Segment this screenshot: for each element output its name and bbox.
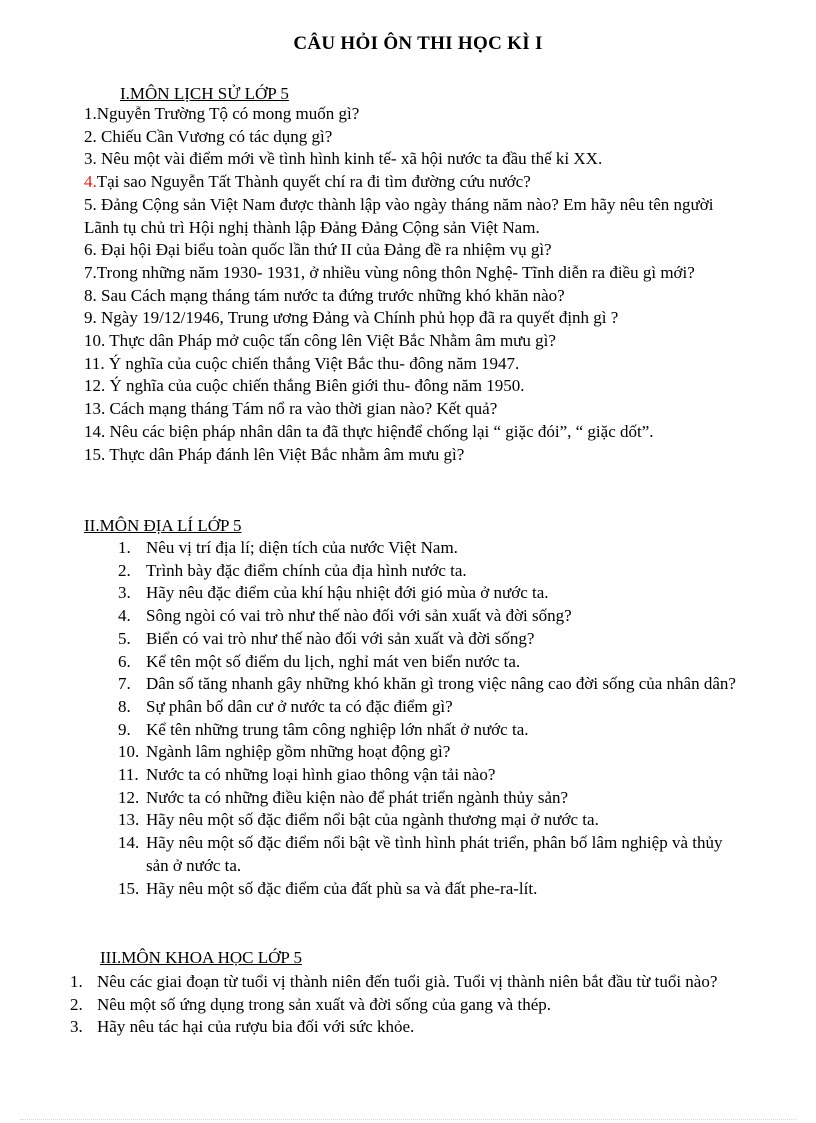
- item-number: 2.: [118, 560, 131, 580]
- item-number: 5.: [84, 194, 101, 214]
- list-item: [84, 444, 744, 467]
- item-number: 3.: [118, 583, 131, 603]
- item-text: Sông ngòi có vai trò như thế nào đối với sản xuất và đời sống?: [146, 606, 572, 626]
- item-number: 13.: [84, 399, 110, 419]
- item-text: Nguyễn Trường Tộ có mong muốn gì?: [96, 104, 360, 123]
- list-item: [118, 628, 748, 651]
- list-item: [84, 148, 744, 171]
- item-text: Đảng Cộng sản Việt Nam được thành lập vào ngày tháng năm nào? Em hãy nêu tên người Lãnh tụ chủ trì Hội nghị thành lập Đảng Đảng Cộng sản Việt Nam.: [84, 194, 714, 237]
- item-number: 8.: [118, 696, 131, 716]
- geography-question-list: [118, 537, 748, 900]
- item-number: 6.: [118, 651, 131, 671]
- list-item: [118, 719, 748, 742]
- item-text: Sau Cách mạng tháng tám nước ta đứng trước những khó khăn nào?: [101, 285, 565, 305]
- item-number-highlighted: 4.: [84, 172, 97, 192]
- list-item: [84, 398, 744, 421]
- item-number: 12.: [84, 376, 110, 396]
- item-text: Nêu các giai đoạn từ tuổi vị thành niên đến tuổi già. Tuổi vị thành niên bắt đầu từ tuổi nào?: [97, 972, 718, 991]
- item-text: Sự phân bố dân cư ở nước ta có đặc điểm gì?: [146, 696, 453, 716]
- item-number: 8.: [84, 285, 101, 305]
- item-text: Hãy nêu một số đặc điểm nổi bật về tình hình phát triển, phân bố lâm nghiệp và thủy sản ở nước ta.: [146, 833, 723, 875]
- item-text: Hãy nêu một số đặc điểm nổi bật của ngành thương mại ở nước ta.: [146, 810, 599, 830]
- item-number: 9.: [118, 719, 131, 739]
- item-text: Thực dân Pháp mở cuộc tấn công lên Việt Bắc Nhằm âm mưu gì?: [109, 331, 556, 351]
- section-heading-history: I.MÔN LỊCH SỬ LỚP 5: [120, 84, 289, 103]
- list-item: [70, 994, 750, 1017]
- item-number: 6.: [84, 240, 101, 260]
- item-number: 11.: [118, 765, 139, 785]
- item-number: 15.: [118, 878, 140, 898]
- history-question-list: [84, 103, 744, 466]
- item-text: Cách mạng tháng Tám nổ ra vào thời gian nào? Kết quả?: [109, 399, 498, 419]
- item-text: Kể tên một số điểm du lịch, nghỉ mát ven biển nước ta.: [146, 651, 521, 671]
- item-text: Kể tên những trung tâm công nghiệp lớn nhất ở nước ta.: [146, 719, 529, 739]
- item-number: 13.: [118, 810, 140, 830]
- list-item: [118, 560, 748, 583]
- item-number: 1.: [70, 972, 83, 991]
- page-bottom-divider: [20, 1119, 796, 1120]
- item-text: Nước ta có những điều kiện nào để phát triển ngành thủy sản?: [146, 787, 569, 807]
- item-number: 12.: [118, 787, 140, 807]
- item-number: 1.: [84, 104, 97, 123]
- item-text: Dân số tăng nhanh gây những khó khăn gì trong việc nâng cao đời sống của nhân dân?: [146, 674, 736, 694]
- list-item: [118, 605, 748, 628]
- list-item: [84, 353, 744, 376]
- list-item: [84, 262, 744, 285]
- list-item: [118, 651, 748, 674]
- item-number: 3.: [84, 149, 101, 169]
- item-text: Hãy nêu tác hại của rượu bia đối với sức khỏe.: [97, 1017, 415, 1037]
- item-text: Ý nghĩa của cuộc chiến thắng Biên giới thu- đông năm 1950.: [109, 376, 525, 396]
- science-question-list: [70, 971, 750, 1039]
- list-item: [70, 1016, 750, 1039]
- list-item: [84, 375, 744, 398]
- list-item: [70, 971, 750, 994]
- list-item: [118, 878, 748, 901]
- list-item: [118, 673, 748, 696]
- item-number: 9.: [84, 308, 101, 328]
- list-item: [118, 809, 748, 832]
- list-item: [84, 421, 744, 444]
- list-item: [84, 171, 744, 194]
- item-number: 7.: [118, 674, 131, 694]
- item-number: 3.: [70, 1017, 83, 1037]
- item-text: Hãy nêu đặc điểm của khí hậu nhiệt đới gió mùa ở nước ta.: [146, 583, 549, 603]
- item-text: Ngành lâm nghiệp gồm những hoạt động gì?: [146, 742, 451, 762]
- item-text: Thực dân Pháp đánh lên Việt Bắc nhằm âm mưu gì?: [109, 444, 465, 464]
- item-text: Nêu các biện pháp nhân dân ta đã thực hiệnđể chống lại “ giặc đói”, “ giặc dốt”.: [109, 421, 654, 441]
- document-title: CÂU HỎI ÔN THI HỌC KÌ I: [293, 33, 543, 54]
- item-text: Chiếu Cần Vương có tác dụng gì?: [101, 126, 333, 146]
- item-number: 14.: [84, 421, 110, 441]
- item-number: 7.: [84, 262, 97, 282]
- list-item: [84, 239, 744, 262]
- list-item: [84, 307, 744, 330]
- item-text: Trong những năm 1930- 1931, ở nhiều vùng nông thôn Nghệ- Tĩnh diễn ra điều gì mới?: [96, 262, 695, 282]
- section-heading-science: III.MÔN KHOA HỌC LỚP 5: [100, 948, 302, 967]
- list-item: [84, 194, 744, 239]
- section-heading-geography: II.MÔN ĐỊA LÍ LỚP 5: [84, 516, 242, 535]
- item-text: Ngày 19/12/1946, Trung ương Đảng và Chính phủ họp đã ra quyết định gì ?: [101, 308, 619, 328]
- list-item: [118, 582, 748, 605]
- list-item: [118, 537, 748, 560]
- list-item: [84, 103, 744, 126]
- item-text: Trình bày đặc điểm chính của địa hình nước ta.: [146, 560, 467, 580]
- list-item: [84, 285, 744, 308]
- item-text: Nêu một số ứng dụng trong sản xuất và đời sống của gang và thép.: [97, 994, 551, 1014]
- item-number: 2.: [70, 994, 83, 1014]
- item-number: 5.: [118, 628, 131, 648]
- list-item: [118, 832, 748, 877]
- item-text: Đại hội Đại biểu toàn quốc lần thứ II của Đảng đề ra nhiệm vụ gì?: [101, 240, 552, 260]
- item-number: 2.: [84, 126, 101, 146]
- item-number: 1.: [118, 538, 131, 557]
- list-item: [118, 741, 748, 764]
- item-number: 15.: [84, 444, 110, 464]
- item-text: Nêu một vài điểm mới về tình hình kinh tế- xã hội nước ta đầu thế kỉ XX.: [101, 149, 603, 169]
- list-item: [118, 787, 748, 810]
- item-text: Nêu vị trí địa lí; diện tích của nước Việt Nam.: [146, 538, 458, 557]
- item-text: Ý nghĩa của cuộc chiến thắng Việt Bắc thu- đông năm 1947.: [108, 353, 520, 373]
- item-number: 14.: [118, 833, 140, 853]
- item-number: 10.: [84, 331, 110, 351]
- list-item: [118, 696, 748, 719]
- item-number: 10.: [118, 742, 140, 762]
- item-text: Biển có vai trò như thế nào đối với sản xuất và đời sống?: [146, 628, 535, 648]
- item-number: 4.: [118, 606, 131, 626]
- item-text: Nước ta có những loại hình giao thông vận tải nào?: [146, 765, 496, 785]
- item-number: 11.: [84, 353, 109, 373]
- list-item: [118, 764, 748, 787]
- item-text: Tại sao Nguyễn Tất Thành quyết chí ra đi tìm đường cứu nước?: [96, 172, 531, 192]
- list-item: [84, 330, 744, 353]
- item-text: Hãy nêu một số đặc điểm của đất phù sa và đất phe-ra-lít.: [146, 878, 538, 898]
- list-item: [84, 126, 744, 149]
